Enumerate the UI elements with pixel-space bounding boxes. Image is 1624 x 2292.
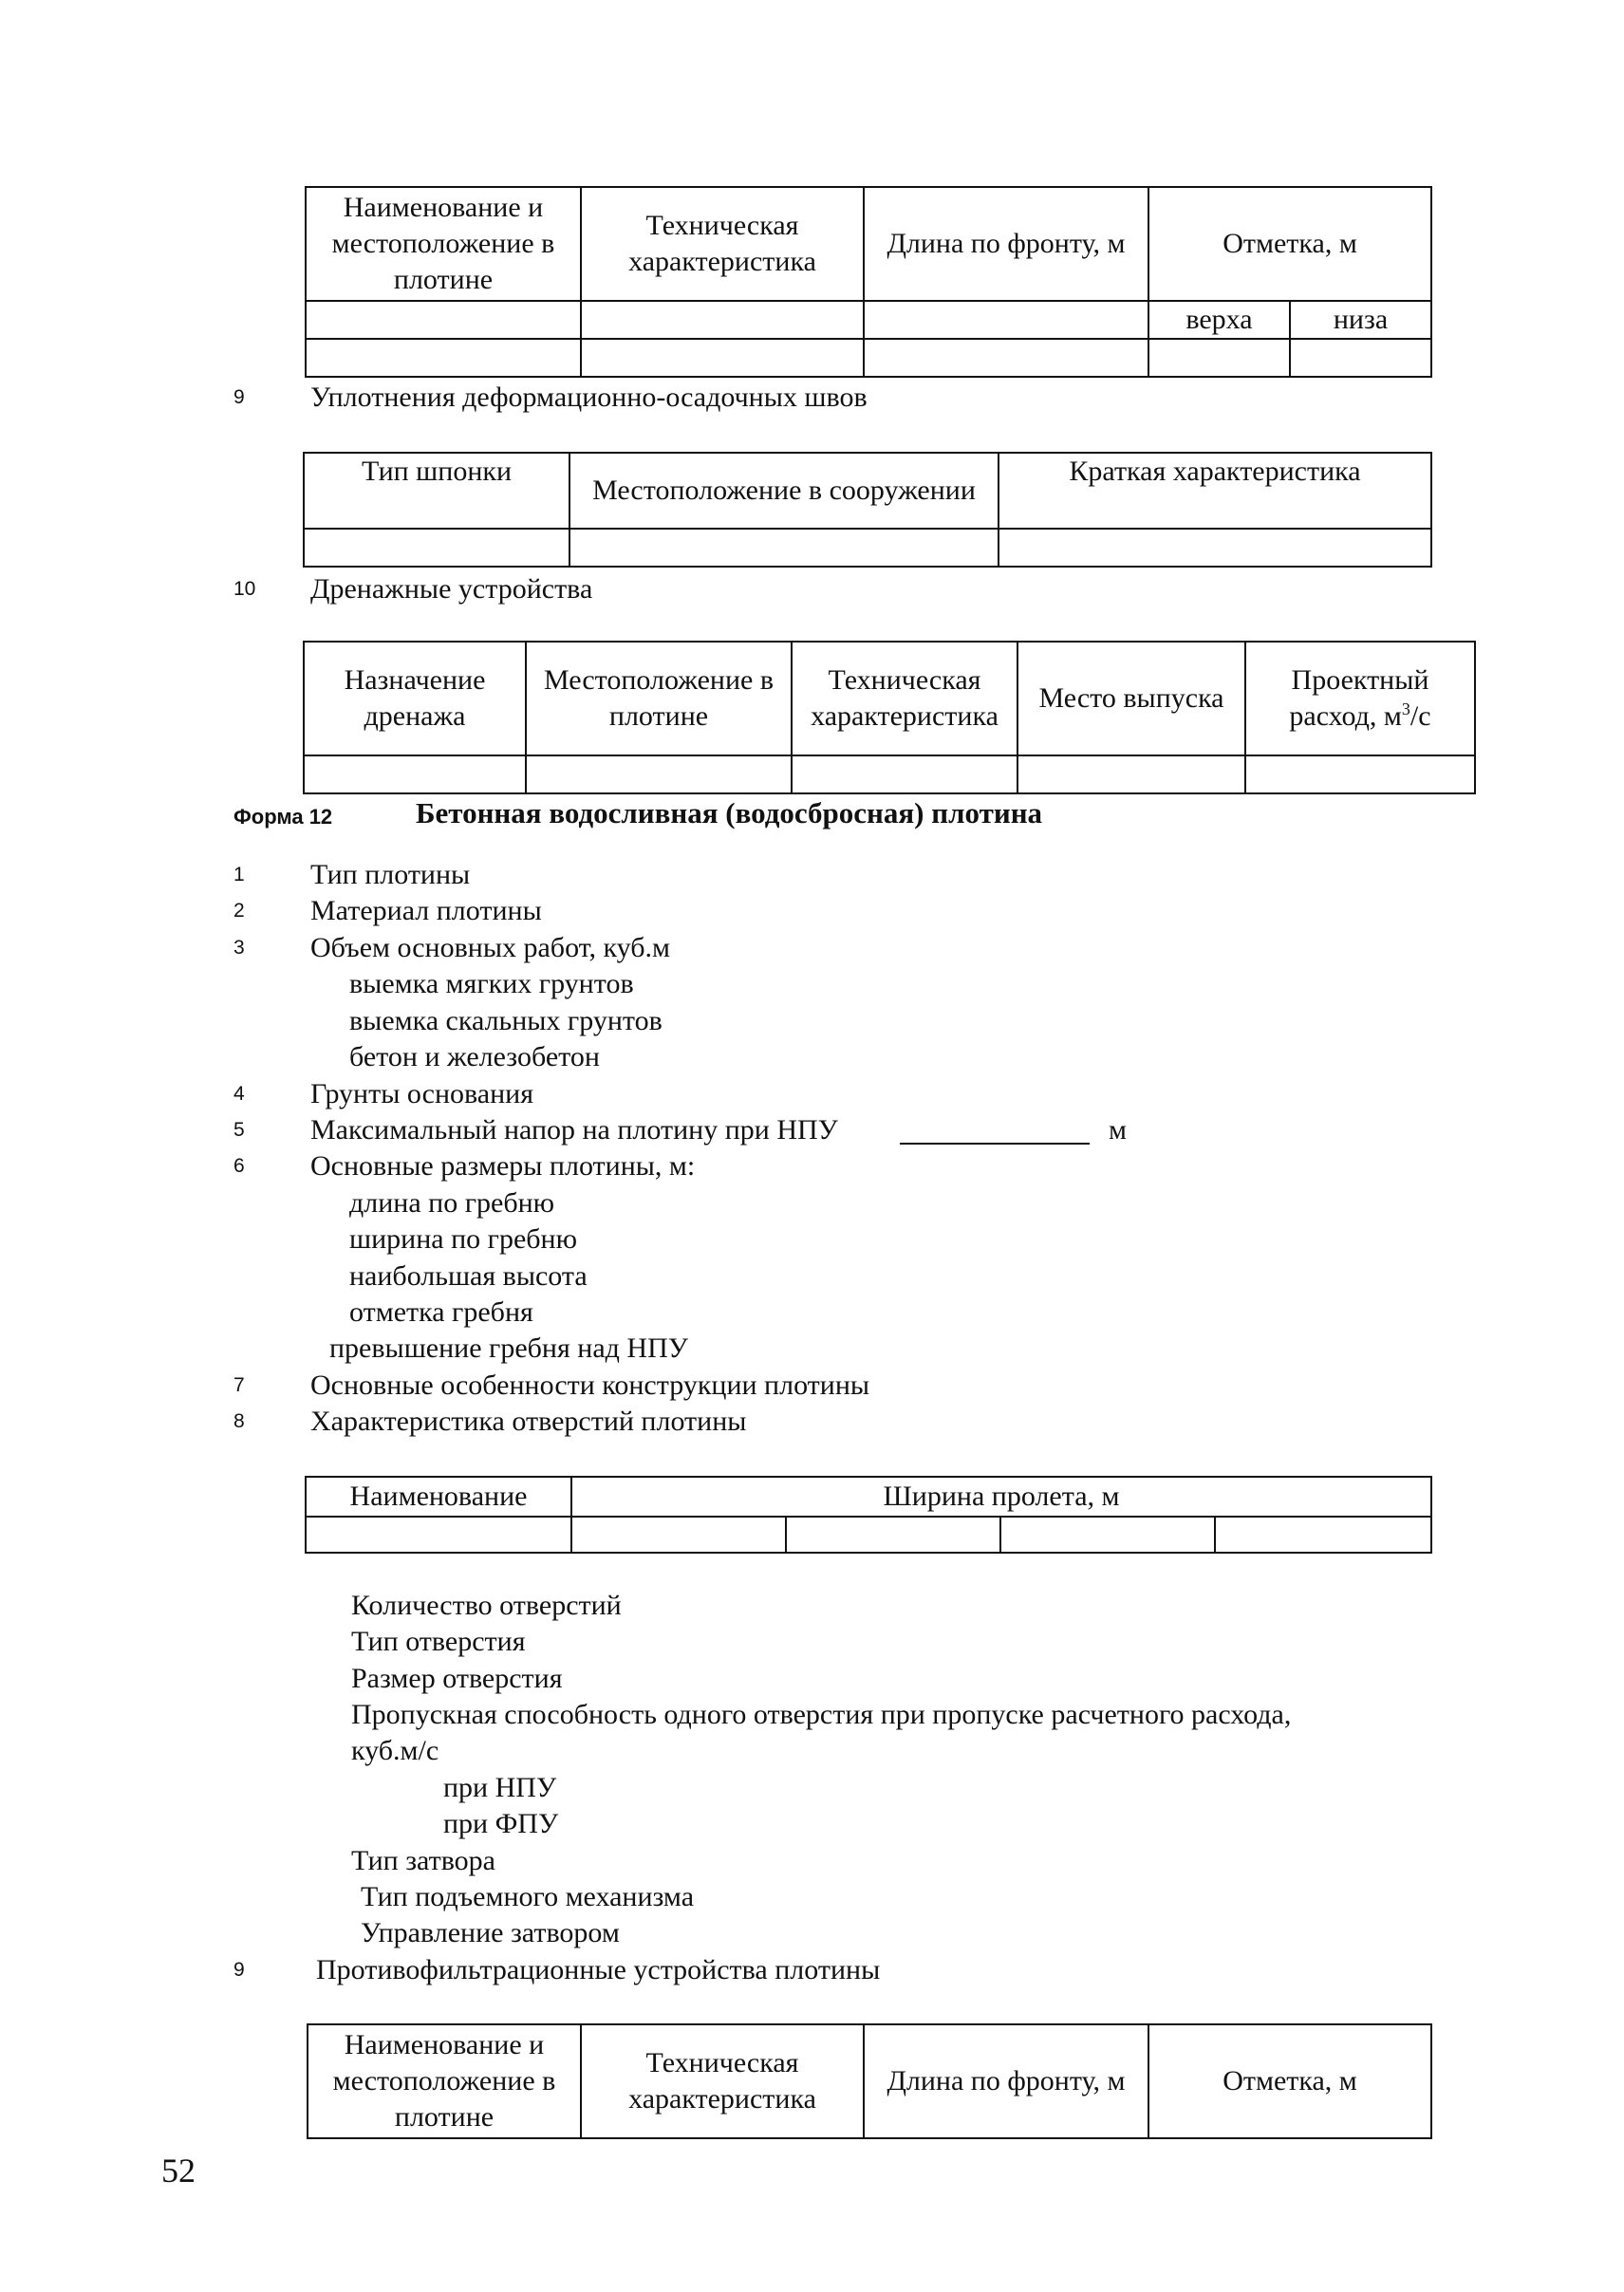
table-e-header-name: Наименование и местоположение в плотине — [308, 2024, 581, 2138]
table-c-cell — [304, 755, 526, 793]
item-6-sub-4: отметка гребня — [349, 1296, 533, 1328]
item-3-sub-2: выемка скальных грунтов — [349, 1005, 663, 1036]
table-a-subheader-top: верха — [1148, 301, 1290, 339]
table-c-cell — [1017, 755, 1245, 793]
table-b-header-location: Местоположение в сооружении — [569, 453, 999, 529]
table-e-header-length: Длина по фронту, м — [864, 2024, 1148, 2138]
section-9b-title: Противофильтрационные устройства плотины — [316, 1954, 881, 1985]
table-c-cell — [1245, 755, 1475, 793]
item-7-text: Основные особенности конструкции плотины — [310, 1370, 870, 1401]
form-title: Бетонная водосливная (водосбросная) плотина — [416, 796, 1043, 829]
item-6-sub-3: наибольшая высота — [349, 1260, 588, 1292]
table-d-cell — [571, 1517, 786, 1553]
table-b-cell — [569, 529, 999, 567]
item-6-sub-1: длина по гребню — [349, 1187, 555, 1219]
table-a-cell — [581, 301, 864, 339]
table-a-cell — [306, 339, 581, 377]
table-e-header-tech: Техническая характеристика — [581, 2024, 864, 2138]
table-c-cell — [792, 755, 1017, 793]
section-10-title: Дренажные устройства — [310, 573, 593, 605]
item-1-number: 1 — [233, 864, 245, 885]
table-c-header-flow-sup: 3 — [1401, 699, 1410, 718]
table-c-header-purpose: Назначение дренажа — [304, 642, 526, 755]
table-d-cell — [306, 1517, 571, 1553]
section-9a-title: Уплотнения деформационно-осадочных швов — [310, 382, 868, 413]
table-a-cell — [1290, 339, 1431, 377]
gate-control: Управление затвором — [361, 1917, 620, 1948]
openings-capacity-unit: куб.м/с — [351, 1735, 439, 1766]
item-8-number: 8 — [233, 1410, 245, 1432]
table-c — [303, 641, 1476, 794]
item-3-text: Объем основных работ, куб.м — [310, 932, 671, 963]
table-a-header-length: Длина по фронту, м — [864, 187, 1148, 301]
section-9a-number: 9 — [233, 386, 245, 408]
table-c-header-flow-unit: /с — [1409, 700, 1431, 732]
table-a-cell — [581, 339, 864, 377]
item-4-number: 4 — [233, 1083, 245, 1105]
table-c-header-flow-text: Проектный расход, м — [1289, 664, 1429, 732]
table-a-cell — [306, 301, 581, 339]
form-label: Форма 12 — [233, 805, 333, 829]
item-5-number: 5 — [233, 1119, 245, 1141]
table-a — [305, 186, 1432, 378]
item-3-sub-1: выемка мягких грунтов — [349, 968, 634, 999]
openings-capacity-npu: при НПУ — [443, 1772, 557, 1803]
table-a-header-mark: Отметка, м — [1148, 187, 1431, 301]
item-6-text: Основные размеры плотины, м: — [310, 1150, 696, 1182]
table-a-cell — [1148, 339, 1290, 377]
table-b-cell — [304, 529, 569, 567]
openings-size: Размер отверстия — [351, 1663, 563, 1694]
item-5-text: Максимальный напор на плотину при НПУ — [310, 1114, 838, 1146]
item-8-text: Характеристика отверстий плотины — [310, 1406, 747, 1437]
table-c-header-flow — [1245, 642, 1475, 755]
table-a-cell — [864, 339, 1148, 377]
openings-count: Количество отверстий — [351, 1590, 622, 1621]
hoist-type: Тип подъемного механизма — [361, 1881, 695, 1912]
table-d-cell — [1000, 1517, 1215, 1553]
item-1-text: Тип плотины — [310, 859, 471, 890]
gate-type: Тип затвора — [351, 1845, 495, 1876]
table-a-subheader-bottom: низа — [1290, 301, 1431, 339]
section-10-number: 10 — [233, 578, 256, 600]
item-5-unit: м — [1109, 1114, 1127, 1146]
table-b-cell — [999, 529, 1431, 567]
item-7-number: 7 — [233, 1374, 245, 1396]
table-a-cell — [864, 301, 1148, 339]
table-c-header-outlet: Место выпуска — [1017, 642, 1245, 755]
table-c-header-location: Местоположение в плотине — [526, 642, 792, 755]
table-b-header-summary: Краткая характеристика — [999, 453, 1431, 529]
openings-type: Тип отверстия — [351, 1626, 526, 1657]
table-d-header-span-width: Ширина пролета, м — [571, 1477, 1431, 1517]
item-4-text: Грунты основания — [310, 1078, 533, 1109]
item-2-text: Материал плотины — [310, 895, 542, 926]
table-c-cell — [526, 755, 792, 793]
page-number: 52 — [161, 2152, 196, 2190]
table-a-header-tech: Техническая характеристика — [581, 187, 864, 301]
item-5-blank-line — [900, 1143, 1090, 1145]
section-9b-number: 9 — [233, 1959, 245, 1981]
table-b — [303, 452, 1432, 568]
item-6-number: 6 — [233, 1155, 245, 1177]
table-e — [307, 2023, 1432, 2139]
table-c-header-tech: Техническая характеристика — [792, 642, 1017, 755]
item-3-number: 3 — [233, 937, 245, 959]
table-d-cell — [1215, 1517, 1431, 1553]
item-6-sub-5: превышение гребня над НПУ — [329, 1332, 688, 1364]
table-b-header-type: Тип шпонки — [304, 453, 569, 529]
openings-capacity: Пропускная способность одного отверстия при пропуске расчетного расхода, — [351, 1699, 1292, 1730]
openings-capacity-fpu: при ФПУ — [443, 1808, 559, 1839]
table-d — [305, 1476, 1432, 1554]
item-3-sub-3: бетон и железобетон — [349, 1041, 600, 1072]
item-6-sub-2: ширина по гребню — [349, 1223, 577, 1255]
table-a-header-name: Наименование и местоположение в плотине — [306, 187, 581, 301]
table-d-header-name: Наименование — [306, 1477, 571, 1517]
table-e-header-mark: Отметка, м — [1148, 2024, 1431, 2138]
item-2-number: 2 — [233, 900, 245, 922]
table-d-cell — [786, 1517, 1000, 1553]
